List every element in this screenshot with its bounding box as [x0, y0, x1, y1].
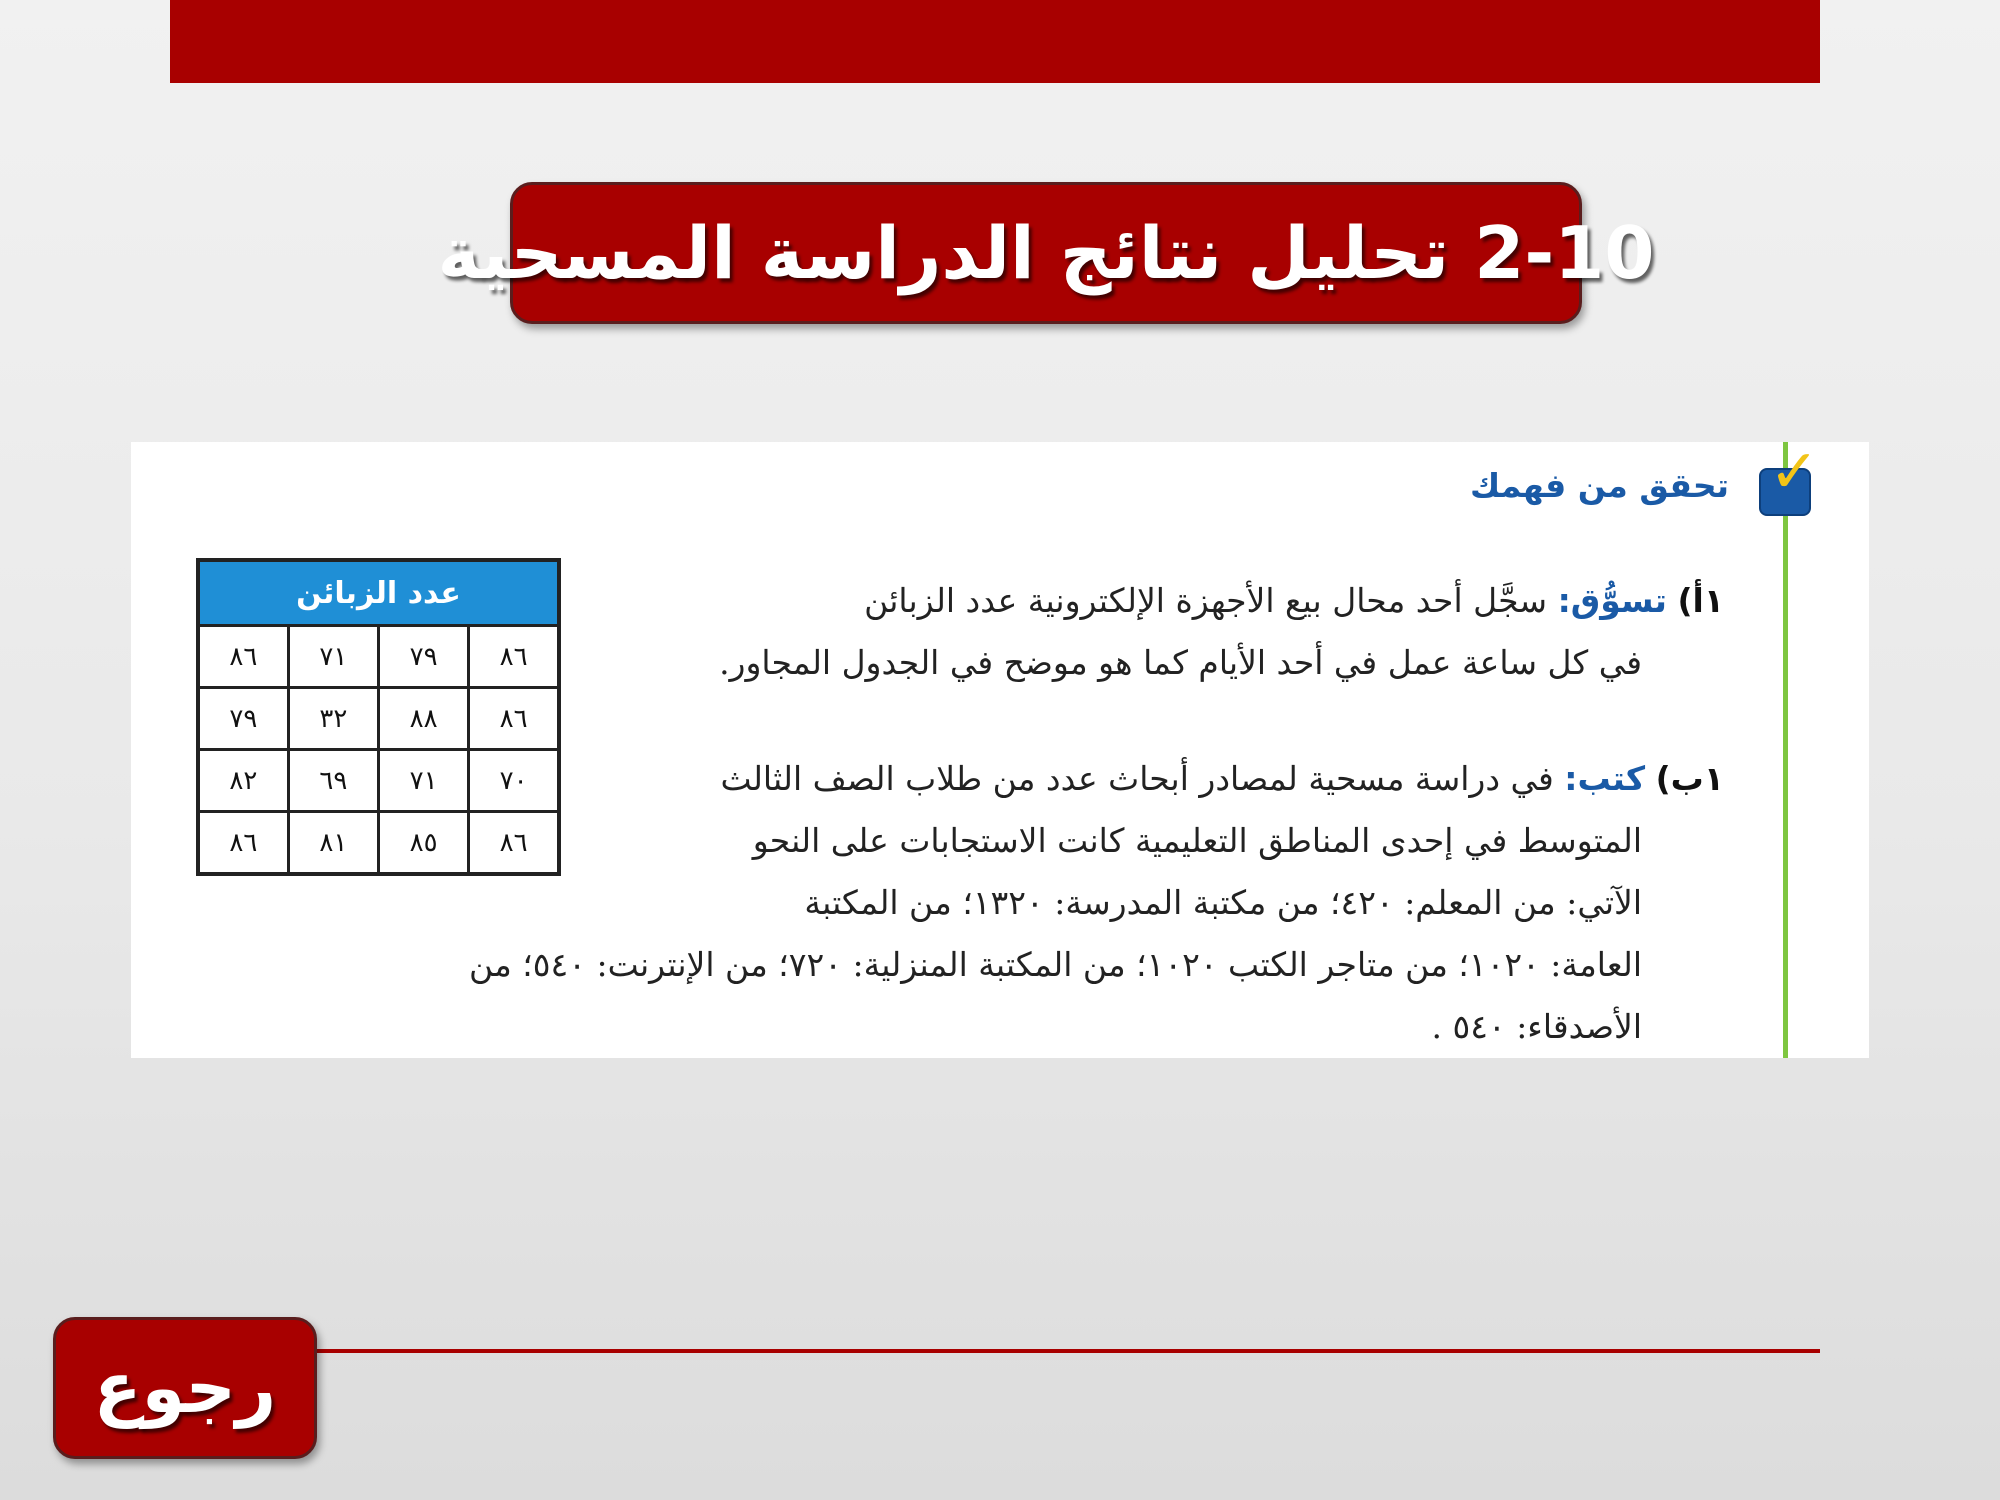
table-cell: ٧٠ — [469, 750, 559, 812]
question-a — [719, 570, 1724, 694]
table-cell: ٨١ — [288, 812, 378, 875]
table-cell: ٨٦ — [198, 812, 288, 875]
checkmark-icon: ✓ — [1769, 442, 1820, 507]
table-row — [198, 688, 559, 750]
question-text: الأصدقاء: ٥٤٠ . — [1431, 1007, 1642, 1046]
table-cell: ٨٦ — [198, 626, 288, 688]
table-cell: ٧٩ — [379, 626, 469, 688]
table-cell: ٨٦ — [469, 812, 559, 875]
table-cell: ٧١ — [379, 750, 469, 812]
table-cell: ٨٢ — [198, 750, 288, 812]
title-banner — [437, 182, 1655, 324]
vertical-divider — [1783, 442, 1788, 1058]
table-cell: ٧١ — [288, 626, 378, 688]
question-tag: كتب: — [1564, 759, 1646, 798]
table-cell: ٦٩ — [288, 750, 378, 812]
table-cell: ٨٦ — [469, 626, 559, 688]
table-header: عدد الزبائن — [198, 560, 559, 626]
section-title: تحقق من فهمك — [1469, 466, 1729, 505]
textbook-excerpt — [131, 442, 1869, 1058]
page-title: 2-10 تحليل نتائج الدراسة المسحية — [437, 211, 1655, 295]
question-text: في دراسة مسحية لمصادر أبحاث عدد من طلاب الصف الثالث — [720, 759, 1554, 798]
table-cell: ٧٩ — [198, 688, 288, 750]
question-text: الآتي: من المعلم: ٤٢٠؛ من مكتبة المدرسة: ١٣٢٠؛ من المكتبة — [804, 883, 1642, 922]
question-number: ١أ) — [1677, 581, 1724, 620]
table-cell: ٣٢ — [288, 688, 378, 750]
bottom-divider — [240, 1349, 1820, 1353]
question-number: ١ب) — [1655, 759, 1724, 798]
back-button[interactable] — [53, 1317, 317, 1459]
back-button-label: رجوع — [93, 1347, 277, 1429]
table-row — [198, 626, 559, 688]
table-cell: ٨٥ — [379, 812, 469, 875]
question-text: سجَّل أحد محال بيع الأجهزة الإلكترونية عدد الزبائن — [864, 581, 1548, 620]
question-tag: تسوُّق: — [1557, 581, 1667, 620]
table-cell: ٨٦ — [469, 688, 559, 750]
top-banner — [170, 0, 1820, 83]
table-cell: ٨٨ — [379, 688, 469, 750]
question-text: المتوسط في إحدى المناطق التعليمية كانت الاستجابات على النحو — [752, 821, 1642, 860]
question-text: العامة: ١٠٢٠؛ من متاجر الكتب ١٠٢٠؛ من المكتبة المنزلية: ٧٢٠؛ من الإنترنت: ٥٤٠؛ من — [469, 945, 1642, 984]
question-b — [469, 748, 1724, 1058]
question-text: في كل ساعة عمل في أحد الأيام كما هو موضح في الجدول المجاور. — [719, 643, 1642, 682]
